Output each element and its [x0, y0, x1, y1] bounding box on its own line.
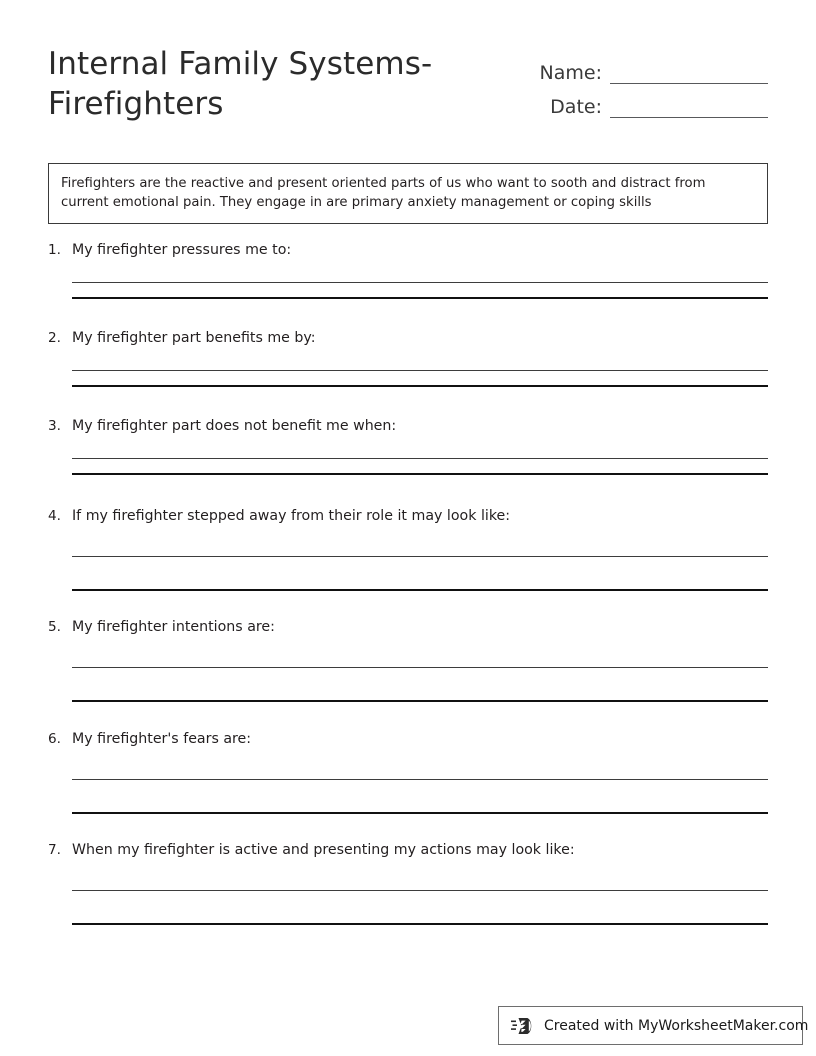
answer-line[interactable]: [72, 589, 768, 591]
question-item: [48, 840, 768, 860]
question-header: [48, 240, 768, 260]
answer-line[interactable]: [72, 923, 768, 925]
question-text: My firefighter's fears are:: [72, 731, 252, 747]
date-label: Date:: [550, 96, 602, 118]
worksheet-maker-logo-icon: [511, 1014, 537, 1038]
question-number: 3.: [48, 418, 61, 434]
answer-line[interactable]: [72, 700, 768, 702]
question-item: [48, 617, 768, 637]
answer-line[interactable]: [72, 282, 768, 283]
page-title-line-1: Internal Family Systems-: [48, 46, 433, 82]
question-header: [48, 328, 768, 348]
answer-line[interactable]: [72, 667, 768, 668]
answer-line[interactable]: [72, 473, 768, 475]
question-header: [48, 729, 768, 749]
description-text: Firefighters are the reactive and present oriented parts of us who want to sooth and distract from current emotional pain. They engage in are primary anxiety management or coping skills: [61, 176, 706, 210]
question-number: 6.: [48, 731, 61, 747]
answer-line[interactable]: [72, 779, 768, 780]
page-header: [48, 44, 768, 139]
question-item: [48, 506, 768, 526]
question-number: 2.: [48, 330, 61, 346]
question-header: [48, 617, 768, 637]
description-box: [48, 163, 768, 224]
question-item: [48, 240, 768, 260]
footer-badge-text: Created with MyWorksheetMaker.com: [544, 1017, 809, 1034]
question-header: [48, 506, 768, 526]
question-number: 1.: [48, 242, 61, 258]
question-item: [48, 416, 768, 436]
question-number: 4.: [48, 508, 61, 524]
question-text: My firefighter part does not benefit me when:: [72, 418, 397, 434]
question-text: My firefighter intentions are:: [72, 619, 275, 635]
answer-line[interactable]: [72, 890, 768, 891]
page-title: [48, 44, 488, 124]
question-text: If my firefighter stepped away from their role it may look like:: [72, 508, 511, 524]
question-number: 5.: [48, 619, 61, 635]
answer-line[interactable]: [72, 297, 768, 299]
question-number: 7.: [48, 842, 61, 858]
question-header: [48, 416, 768, 436]
name-date-block: [468, 50, 768, 118]
question-text: My firefighter pressures me to:: [72, 242, 292, 258]
question-item: [48, 729, 768, 749]
answer-line[interactable]: [72, 370, 768, 371]
question-text: When my firefighter is active and presenting my actions may look like:: [72, 842, 575, 858]
footer-badge[interactable]: [498, 1006, 809, 1045]
answer-line[interactable]: [72, 556, 768, 557]
date-row: [468, 84, 768, 118]
name-row: [468, 50, 768, 84]
name-input[interactable]: [610, 63, 768, 84]
question-header: [48, 840, 768, 860]
answer-line[interactable]: [72, 812, 768, 814]
date-input[interactable]: [610, 97, 768, 118]
question-text: My firefighter part benefits me by:: [72, 330, 316, 346]
question-item: [48, 328, 768, 348]
page-title-line-2: Firefighters: [48, 86, 224, 122]
name-label: Name:: [539, 62, 602, 84]
answer-line[interactable]: [72, 385, 768, 387]
answer-line[interactable]: [72, 458, 768, 459]
